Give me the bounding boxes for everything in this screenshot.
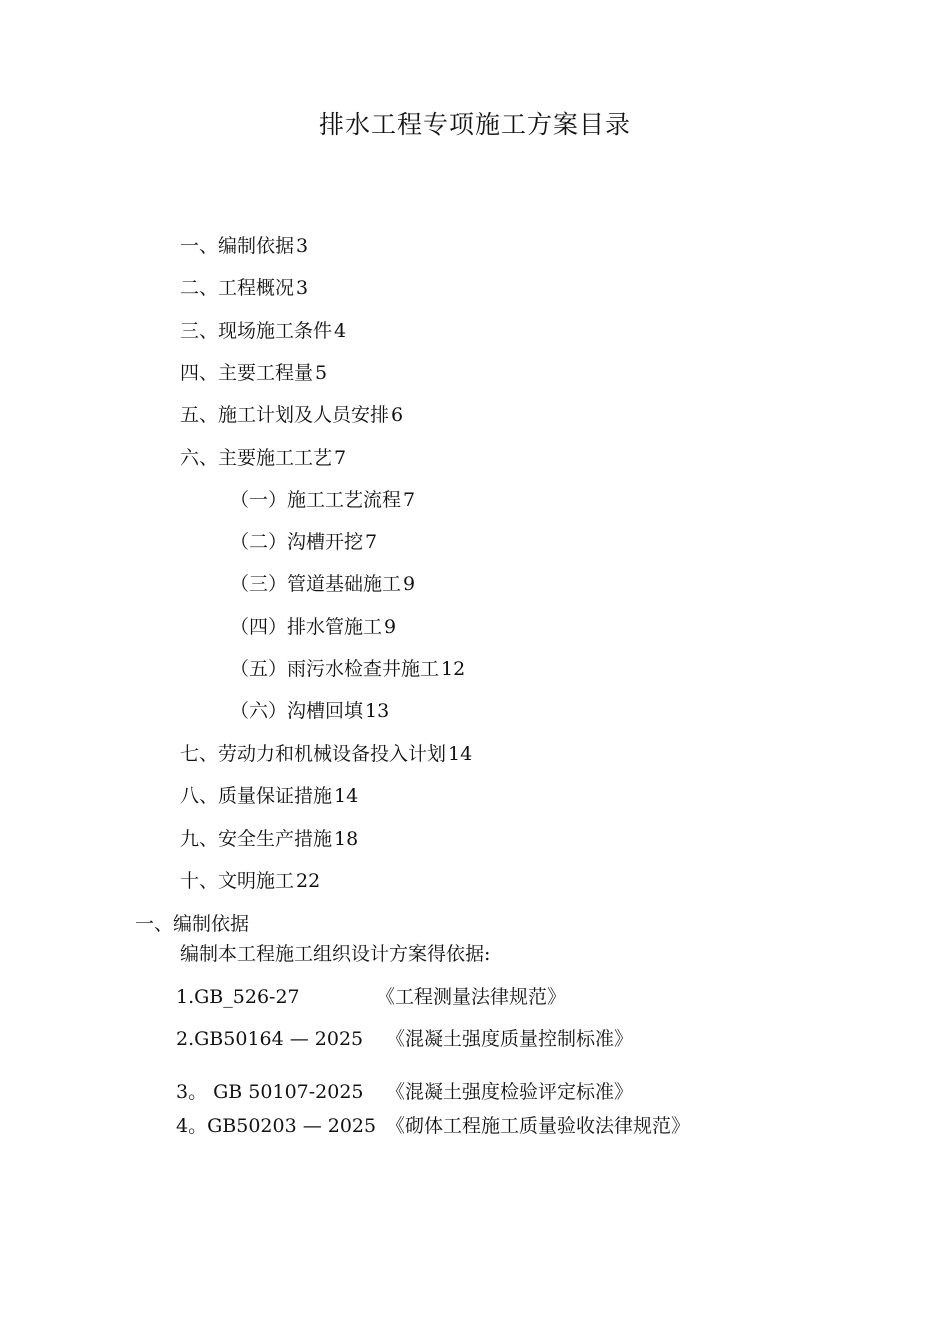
toc-entry-label: （五）雨污水检查井施工 bbox=[230, 658, 440, 680]
toc-subentry[interactable] bbox=[230, 571, 415, 597]
reference-title: 《混凝土强度检验评定标准》 bbox=[386, 1081, 634, 1103]
toc-entry-label: （四）排水管施工 bbox=[230, 616, 383, 638]
toc-entry-label: 一、编制依据 bbox=[180, 235, 295, 257]
toc-entry-label: 十、文明施工 bbox=[180, 870, 295, 892]
toc-entry-label: 六、主要施工工艺 bbox=[180, 447, 333, 469]
reference-code: 4。GB50203 — 2025 bbox=[176, 1115, 377, 1137]
reference-item bbox=[176, 1113, 691, 1139]
toc-entry-page: 5 bbox=[315, 362, 328, 384]
toc-entry-page: 9 bbox=[384, 616, 397, 638]
toc-entry-page: 9 bbox=[403, 573, 416, 595]
reference-title: 《混凝土强度质量控制标准》 bbox=[386, 1028, 634, 1050]
toc-entry[interactable] bbox=[180, 783, 358, 809]
toc-entry-label: 七、劳动力和机械设备投入计划 bbox=[180, 743, 447, 765]
toc-entry-label: 五、施工计划及人员安排 bbox=[180, 404, 390, 426]
toc-entry-page: 6 bbox=[391, 404, 404, 426]
toc-entry-page: 7 bbox=[365, 531, 378, 553]
toc-entry-label: 九、安全生产措施 bbox=[180, 828, 333, 850]
toc-entry-page: 14 bbox=[334, 785, 359, 807]
section-intro: 编制本工程施工组织设计方案得依据: bbox=[180, 943, 491, 965]
toc-entry[interactable] bbox=[180, 826, 358, 852]
toc-entry-page: 7 bbox=[334, 447, 347, 469]
document-title: 排水工程专项施工方案目录 bbox=[318, 110, 631, 139]
toc-subentry[interactable] bbox=[230, 487, 415, 513]
toc-entry-label: （三）管道基础施工 bbox=[230, 573, 402, 595]
toc-entry[interactable] bbox=[180, 402, 403, 428]
toc-entry-label: （六）沟槽回填 bbox=[230, 700, 364, 722]
reference-item bbox=[176, 984, 567, 1010]
section-heading: 一、编制依据 bbox=[135, 913, 250, 935]
toc-subentry[interactable] bbox=[230, 656, 465, 682]
toc-entry-label: 三、现场施工条件 bbox=[180, 320, 333, 342]
reference-code: 1.GB_526-27 bbox=[176, 986, 300, 1008]
reference-item bbox=[176, 1026, 634, 1052]
toc-entry[interactable] bbox=[180, 233, 308, 259]
toc-entry-label: （一）施工工艺流程 bbox=[230, 489, 402, 511]
toc-entry[interactable] bbox=[180, 445, 346, 471]
toc-entry-page: 14 bbox=[448, 743, 473, 765]
toc-subentry[interactable] bbox=[230, 614, 396, 640]
toc-entry-page: 3 bbox=[296, 277, 309, 299]
toc-entry-page: 13 bbox=[365, 700, 390, 722]
toc-entry-page: 3 bbox=[296, 235, 309, 257]
toc-entry-page: 7 bbox=[403, 489, 416, 511]
toc-entry-page: 22 bbox=[296, 870, 321, 892]
toc-entry-page: 12 bbox=[441, 658, 466, 680]
toc-entry-label: 四、主要工程量 bbox=[180, 362, 314, 384]
toc-entry[interactable] bbox=[180, 868, 320, 894]
toc-entry-page: 18 bbox=[334, 828, 359, 850]
toc-entry-label: 二、工程概况 bbox=[180, 277, 295, 299]
reference-code: 3。 GB 50107-2025 bbox=[176, 1081, 364, 1103]
reference-title: 《工程测量法律规范》 bbox=[376, 986, 567, 1008]
reference-title: 《砌体工程施工质量验收法律规范》 bbox=[386, 1115, 691, 1137]
toc-entry[interactable] bbox=[180, 360, 327, 386]
reference-code: 2.GB50164 — 2025 bbox=[176, 1028, 364, 1050]
toc-entry-label: （二）沟槽开挖 bbox=[230, 531, 364, 553]
toc-entry[interactable] bbox=[180, 741, 472, 767]
toc-entry[interactable] bbox=[180, 318, 346, 344]
toc-subentry[interactable] bbox=[230, 698, 389, 724]
reference-item bbox=[176, 1079, 634, 1105]
toc-entry[interactable] bbox=[180, 275, 308, 301]
toc-subentry[interactable] bbox=[230, 529, 377, 555]
toc-entry-label: 八、质量保证措施 bbox=[180, 785, 333, 807]
toc-entry-page: 4 bbox=[334, 320, 347, 342]
